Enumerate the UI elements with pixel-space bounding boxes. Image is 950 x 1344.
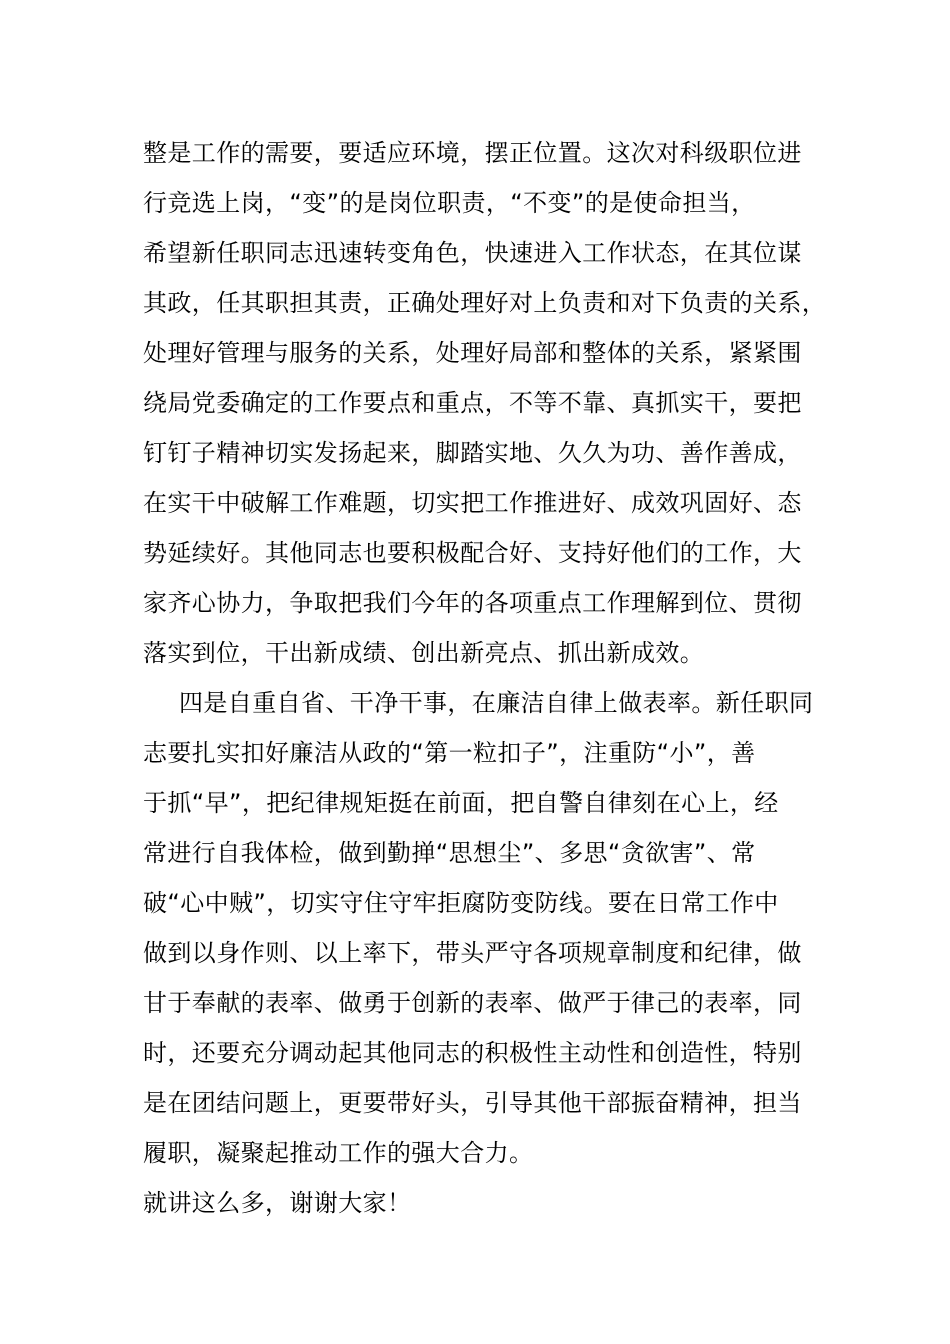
text-line: 绕局党委确定的工作要点和重点，不等不靠、真抓实干，要把	[143, 389, 802, 417]
text-line: 履职，凝聚起推动工作的强大合力。	[143, 1139, 534, 1167]
text-line: 做到以身作则、以上率下，带头严守各项规章制度和纪律，做	[143, 939, 802, 967]
text-line: 于抓“早”，把纪律规矩挺在前面，把自警自律刻在心上，经	[143, 789, 779, 817]
paragraph-start-line: 四是自重自省、干净干事，在廉洁自律上做表率。新任职同	[179, 689, 814, 717]
text-line: 甘于奉献的表率、做勇于创新的表率、做严于律己的表率，同	[143, 989, 802, 1017]
text-line: 落实到位，干出新成绩、创出新亮点、抓出新成效。	[143, 639, 705, 667]
text-line: 是在团结问题上，更要带好头，引导其他干部振奋精神，担当	[143, 1089, 802, 1117]
text-line: 其政，任其职担其责，正确处理好对上负责和对下负责的关系，	[143, 289, 827, 317]
text-line: 家齐心协力，争取把我们今年的各项重点工作理解到位、贯彻	[143, 589, 802, 617]
text-line: 破“心中贼”，切实守住守牢拒腐防变防线。要在日常工作中	[143, 889, 779, 917]
text-line: 行竞选上岗，“变”的是岗位职责，“不变”的是使命担当，	[143, 189, 756, 217]
text-line: 希望新任职同志迅速转变角色，快速进入工作状态，在其位谋	[143, 239, 802, 267]
text-line: 常进行自我体检，做到勤掸“思想尘”、多思“贪欲害”、常	[143, 839, 756, 867]
text-line: 处理好管理与服务的关系，处理好局部和整体的关系，紧紧围	[143, 339, 802, 367]
text-line: 势延续好。其他同志也要积极配合好、支持好他们的工作，大	[143, 539, 802, 567]
text-line: 在实干中破解工作难题，切实把工作推进好、成效巩固好、态	[143, 489, 802, 517]
body-text	[143, 128, 827, 1228]
text-line: 时，还要充分调动起其他同志的积极性主动性和创造性，特别	[143, 1039, 802, 1067]
text-line: 整是工作的需要，要适应环境，摆正位置。这次对科级职位进	[143, 139, 802, 167]
text-line: 钉钉子精神切实发扬起来，脚踏实地、久久为功、善作善成，	[143, 439, 802, 467]
closing-line: 就讲这么多，谢谢大家！	[143, 1189, 412, 1217]
text-line: 志要扎实扣好廉洁从政的“第一粒扣子”，注重防“小”，善	[143, 739, 756, 767]
